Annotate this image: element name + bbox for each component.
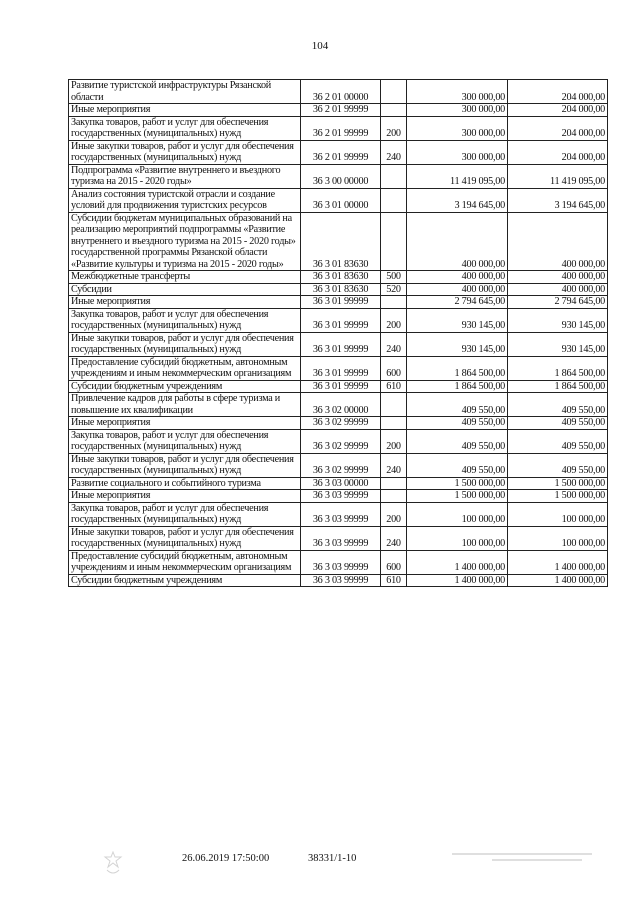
row-sum-2019: 100 000,00 (407, 526, 508, 550)
table-row (69, 380, 608, 393)
row-csr: 36 3 01 83630 (301, 283, 381, 296)
row-sum-2019: 409 550,00 (407, 429, 508, 453)
row-sum-2020: 100 000,00 (508, 526, 608, 550)
table-row (69, 296, 608, 309)
row-csr: 36 3 03 99999 (301, 526, 381, 550)
table-row (69, 393, 608, 417)
row-name: Иные закупки товаров, работ и услуг для обеспечения государственных (муниципальных) нужд (69, 526, 301, 550)
row-csr: 36 3 03 99999 (301, 550, 381, 574)
budget-table (68, 79, 608, 587)
row-sum-2019: 300 000,00 (407, 116, 508, 140)
row-name: Субсидии бюджетным учреждениям (69, 574, 301, 587)
row-sum-2019: 930 145,00 (407, 308, 508, 332)
row-sum-2020: 1 864 500,00 (508, 380, 608, 393)
row-name: Иные мероприятия (69, 490, 301, 503)
row-sum-2020: 3 194 645,00 (508, 188, 608, 212)
row-sum-2019: 3 194 645,00 (407, 188, 508, 212)
table-row (69, 80, 608, 104)
table-row (69, 212, 608, 271)
footer-doc-number: 38331/1-10 (308, 853, 357, 864)
table-row (69, 308, 608, 332)
row-name: Иные закупки товаров, работ и услуг для обеспечения государственных (муниципальных) нужд (69, 453, 301, 477)
row-sum-2020: 2 794 645,00 (508, 296, 608, 309)
row-sum-2020: 11 419 095,00 (508, 164, 608, 188)
row-sum-2019: 400 000,00 (407, 283, 508, 296)
row-name: Предоставление субсидий бюджетным, автономным учреждениям и иным некоммерческим организациям (69, 356, 301, 380)
row-csr: 36 3 01 00000 (301, 188, 381, 212)
row-sum-2019: 300 000,00 (407, 140, 508, 164)
row-vr (381, 490, 407, 503)
row-vr: 240 (381, 332, 407, 356)
row-name: Развитие социального и событийного туризма (69, 477, 301, 490)
row-name: Предоставление субсидий бюджетным, автономным учреждениям и иным некоммерческим организациям (69, 550, 301, 574)
row-sum-2020: 400 000,00 (508, 212, 608, 271)
row-csr: 36 3 03 99999 (301, 502, 381, 526)
row-csr: 36 3 03 99999 (301, 490, 381, 503)
row-vr (381, 417, 407, 430)
row-sum-2019: 100 000,00 (407, 502, 508, 526)
row-name: Закупка товаров, работ и услуг для обеспечения государственных (муниципальных) нужд (69, 116, 301, 140)
row-vr: 200 (381, 116, 407, 140)
table-row (69, 188, 608, 212)
row-vr: 610 (381, 574, 407, 587)
row-sum-2019: 1 400 000,00 (407, 550, 508, 574)
table-row (69, 283, 608, 296)
table-row (69, 271, 608, 284)
row-name: Субсидии (69, 283, 301, 296)
row-sum-2020: 1 400 000,00 (508, 574, 608, 587)
row-vr (381, 296, 407, 309)
row-csr: 36 3 01 99999 (301, 356, 381, 380)
row-vr: 200 (381, 308, 407, 332)
row-sum-2019: 409 550,00 (407, 393, 508, 417)
row-sum-2019: 409 550,00 (407, 453, 508, 477)
row-csr: 36 2 01 99999 (301, 116, 381, 140)
row-csr: 36 3 01 99999 (301, 380, 381, 393)
row-name: Иные закупки товаров, работ и услуг для обеспечения государственных (муниципальных) нужд (69, 332, 301, 356)
row-name: Иные мероприятия (69, 296, 301, 309)
table-row (69, 574, 608, 587)
row-csr: 36 3 01 99999 (301, 296, 381, 309)
row-sum-2020: 409 550,00 (508, 417, 608, 430)
row-sum-2020: 204 000,00 (508, 140, 608, 164)
row-name: Анализ состояния туристской отрасли и создание условий для продвижения туристских ресурсов (69, 188, 301, 212)
row-vr (381, 393, 407, 417)
row-vr: 240 (381, 526, 407, 550)
row-sum-2020: 400 000,00 (508, 283, 608, 296)
row-vr: 200 (381, 429, 407, 453)
row-sum-2019: 409 550,00 (407, 417, 508, 430)
row-csr: 36 3 01 99999 (301, 308, 381, 332)
row-vr (381, 104, 407, 117)
table-row (69, 116, 608, 140)
row-sum-2020: 409 550,00 (508, 393, 608, 417)
row-sum-2019: 300 000,00 (407, 80, 508, 104)
row-vr: 600 (381, 550, 407, 574)
row-sum-2019: 1 400 000,00 (407, 574, 508, 587)
row-sum-2019: 930 145,00 (407, 332, 508, 356)
row-sum-2020: 1 400 000,00 (508, 550, 608, 574)
row-name: Иные мероприятия (69, 104, 301, 117)
row-csr: 36 3 03 00000 (301, 477, 381, 490)
row-name: Закупка товаров, работ и услуг для обеспечения государственных (муниципальных) нужд (69, 429, 301, 453)
table-row (69, 417, 608, 430)
row-csr: 36 3 01 83630 (301, 212, 381, 271)
table-row (69, 490, 608, 503)
row-csr: 36 3 00 00000 (301, 164, 381, 188)
row-csr: 36 3 02 99999 (301, 429, 381, 453)
row-vr: 600 (381, 356, 407, 380)
row-csr: 36 3 01 99999 (301, 332, 381, 356)
row-name: Закупка товаров, работ и услуг для обеспечения государственных (муниципальных) нужд (69, 308, 301, 332)
row-name: Субсидии бюджетам муниципальных образований на реализацию мероприятий подпрограммы «Развитие внутреннего и въездного туризма на 2015 - 2020 годы» государственной программы Рязанской области «Развитие культуры и туризма на 2015 - 2020 годы» (69, 212, 301, 271)
row-csr: 36 3 02 99999 (301, 417, 381, 430)
row-vr: 500 (381, 271, 407, 284)
row-sum-2019: 1 500 000,00 (407, 490, 508, 503)
row-sum-2020: 204 000,00 (508, 116, 608, 140)
row-vr: 240 (381, 140, 407, 164)
row-sum-2020: 409 550,00 (508, 429, 608, 453)
row-sum-2020: 1 864 500,00 (508, 356, 608, 380)
table-row (69, 453, 608, 477)
row-name: Закупка товаров, работ и услуг для обеспечения государственных (муниципальных) нужд (69, 502, 301, 526)
row-csr: 36 3 02 99999 (301, 453, 381, 477)
table-row (69, 332, 608, 356)
table-row (69, 429, 608, 453)
row-vr (381, 212, 407, 271)
table-row (69, 356, 608, 380)
budget-table-body (69, 80, 608, 587)
row-sum-2019: 1 864 500,00 (407, 356, 508, 380)
row-name: Иные мероприятия (69, 417, 301, 430)
row-name: Подпрограмма «Развитие внутреннего и въездного туризма на 2015 - 2020 годы» (69, 164, 301, 188)
row-sum-2020: 204 000,00 (508, 80, 608, 104)
row-name: Межбюджетные трансферты (69, 271, 301, 284)
row-sum-2020: 409 550,00 (508, 453, 608, 477)
row-csr: 36 3 01 83630 (301, 271, 381, 284)
table-row (69, 477, 608, 490)
row-vr: 520 (381, 283, 407, 296)
table-row (69, 164, 608, 188)
row-vr (381, 188, 407, 212)
row-sum-2020: 930 145,00 (508, 308, 608, 332)
row-name: Субсидии бюджетным учреждениям (69, 380, 301, 393)
row-sum-2020: 400 000,00 (508, 271, 608, 284)
row-sum-2019: 2 794 645,00 (407, 296, 508, 309)
table-row (69, 526, 608, 550)
row-sum-2020: 1 500 000,00 (508, 490, 608, 503)
row-vr (381, 80, 407, 104)
page-number: 104 (311, 40, 329, 52)
row-sum-2020: 100 000,00 (508, 502, 608, 526)
table-row (69, 550, 608, 574)
row-sum-2019: 1 864 500,00 (407, 380, 508, 393)
row-sum-2019: 400 000,00 (407, 212, 508, 271)
row-vr: 200 (381, 502, 407, 526)
row-name: Привлечение кадров для работы в сфере туризма и повышение их квалификации (69, 393, 301, 417)
seal-icon (102, 851, 124, 877)
row-csr: 36 2 01 99999 (301, 140, 381, 164)
row-sum-2019: 11 419 095,00 (407, 164, 508, 188)
row-vr: 240 (381, 453, 407, 477)
row-sum-2020: 204 000,00 (508, 104, 608, 117)
row-csr: 36 3 03 99999 (301, 574, 381, 587)
row-sum-2020: 1 500 000,00 (508, 477, 608, 490)
row-csr: 36 3 02 00000 (301, 393, 381, 417)
row-csr: 36 2 01 00000 (301, 80, 381, 104)
page-footer (0, 851, 640, 881)
row-sum-2019: 300 000,00 (407, 104, 508, 117)
table-row (69, 502, 608, 526)
row-name: Развитие туристской инфраструктуры Рязанской области (69, 80, 301, 104)
row-vr (381, 164, 407, 188)
row-sum-2020: 930 145,00 (508, 332, 608, 356)
row-vr (381, 477, 407, 490)
footer-datetime: 26.06.2019 17:50:00 (182, 853, 270, 864)
row-name: Иные закупки товаров, работ и услуг для обеспечения государственных (муниципальных) нужд (69, 140, 301, 164)
row-sum-2019: 400 000,00 (407, 271, 508, 284)
registration-stamp (452, 849, 602, 873)
row-vr: 610 (381, 380, 407, 393)
row-sum-2019: 1 500 000,00 (407, 477, 508, 490)
table-row (69, 140, 608, 164)
table-row (69, 104, 608, 117)
row-csr: 36 2 01 99999 (301, 104, 381, 117)
